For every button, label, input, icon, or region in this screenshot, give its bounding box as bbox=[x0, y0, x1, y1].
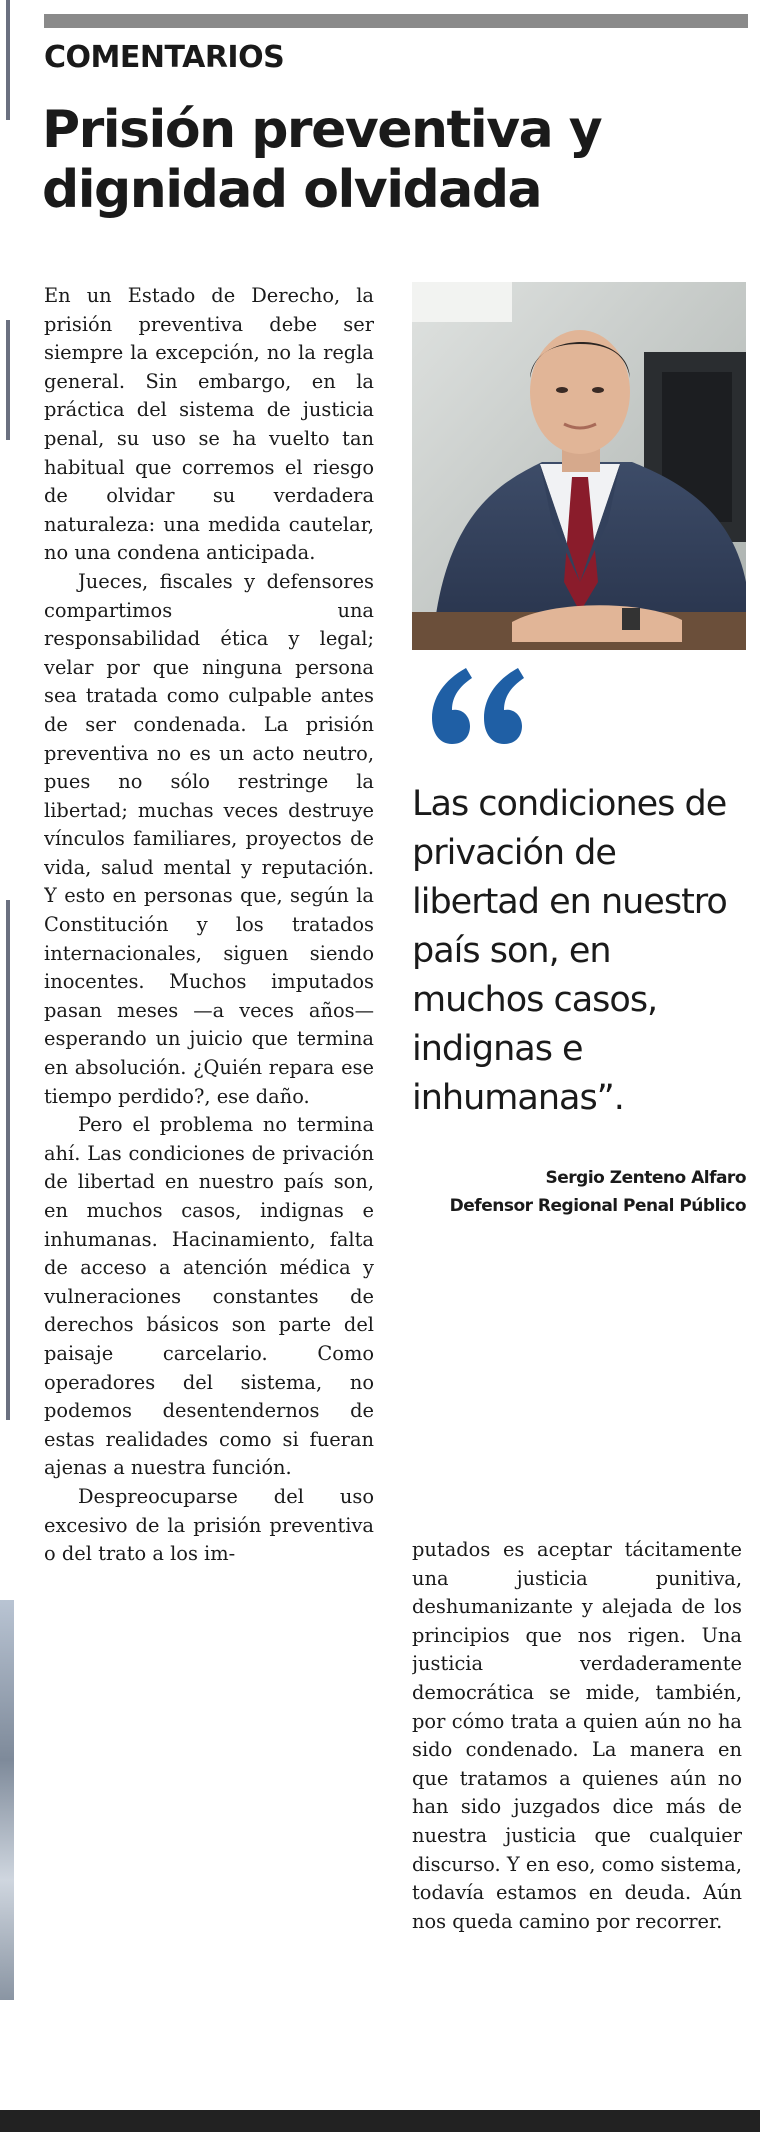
headline: Prisión preventiva y dignidad olvidada bbox=[42, 100, 602, 220]
quote-mark-icon bbox=[418, 660, 528, 750]
page-edge-line bbox=[6, 320, 10, 440]
adjacent-page-image bbox=[0, 1600, 14, 2000]
author-photo bbox=[412, 282, 746, 650]
bottom-rule bbox=[0, 2110, 760, 2132]
article-paragraph: putados es aceptar tácitamente una justicia punitiva, deshumanizante y alejada de los principios que nos rigen. Una justicia verdaderamente democrática se mide, también, por cómo trata a quien aún no ha sido condenado. La manera en que tratamos a quienes aún no han sido juzgados dice más de nuestra justicia que cualquier discurso. Y en eso, como sistema, todavía estamos en deuda. Aún nos queda camino por recorrer. bbox=[412, 1538, 742, 1933]
page-edge-line bbox=[6, 0, 10, 120]
author-portrait-illustration bbox=[412, 282, 746, 650]
quote-mark-left bbox=[432, 668, 472, 744]
pull-quote: Las condiciones de privación de libertad en nuestro país son, en muchos casos, indignas e inhumanas”. bbox=[412, 784, 727, 1118]
article-paragraph: Despreocuparse del uso excesivo de la prisión preventiva o del trato a los im- bbox=[44, 1484, 374, 1566]
section-label: COMENTARIOS bbox=[44, 40, 285, 75]
article-column-right bbox=[412, 1536, 742, 2096]
article-paragraph: En un Estado de Derecho, la prisión preventiva debe ser siempre la excepción, no la regla general. Sin embargo, en la práctica del sistema de justicia penal, su uso se ha vuelto tan habitual que corremos el riesgo de olvidar su verdadera naturaleza: una medida cautelar, no una condena anticipada. bbox=[44, 284, 374, 565]
article-paragraph: Jueces, fiscales y defensores compartimos una responsabilidad ética y legal; velar por que ninguna persona sea tratada como culpable antes de ser condenada. La prisión preventiva no es un acto neutro, pues no sólo restringe la libertad; muchas veces destruye vínculos familiares, proyectos de vida, salud mental y reputación. Y esto en personas que, según la Constitución y los tratados internacionales, siguen siendo inocentes. Muchos imputados pasan meses —a veces años— esperando un juicio que termina en absolución. ¿Quién repara ese tiempo perdido?, ese daño. bbox=[44, 569, 374, 1108]
author-name: Sergio Zenteno Alfaro bbox=[545, 1168, 746, 1188]
article-paragraph: Pero el problema no termina ahí. Las condiciones de privación de libertad en nuestro país son, en muchos casos, indignas e inhumanas. Hacinamiento, falta de acceso a atención médica y vulneraciones constantes de derechos básicos son parte del paisaje carcelario. Como operadores del sistema, no podemos desentendernos de estas realidades como si fueran ajenas a nuestra función. bbox=[44, 1113, 374, 1480]
article-column-left bbox=[44, 282, 374, 2108]
author-role: Defensor Regional Penal Público bbox=[449, 1196, 746, 1216]
top-rule bbox=[44, 14, 748, 28]
page-edge-line bbox=[6, 900, 10, 1420]
quote-mark-right bbox=[484, 668, 524, 744]
